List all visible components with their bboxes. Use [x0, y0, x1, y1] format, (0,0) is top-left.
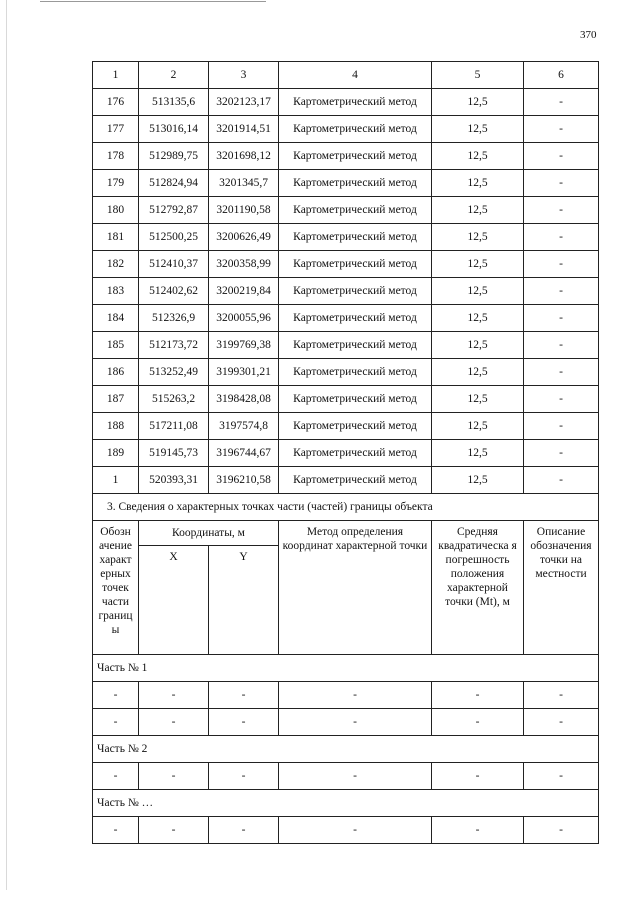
- description: -: [524, 413, 599, 440]
- y-coordinate: 3198428,08: [209, 386, 279, 413]
- y-coordinate: 3200358,99: [209, 251, 279, 278]
- part-row: [93, 709, 599, 736]
- column-number: 6: [524, 62, 599, 89]
- y-coordinate: 3200626,49: [209, 224, 279, 251]
- part-title: Часть № …: [93, 790, 599, 817]
- method: Картометрический метод: [279, 197, 432, 224]
- table-row: [93, 143, 599, 170]
- part-row: [93, 817, 599, 844]
- method: Картометрический метод: [279, 143, 432, 170]
- point-number: 177: [93, 116, 139, 143]
- part-title-row: [93, 790, 599, 817]
- table-row: [93, 116, 599, 143]
- description: -: [524, 305, 599, 332]
- x-coordinate: 513135,6: [139, 89, 209, 116]
- table-row: [93, 278, 599, 305]
- method: Картометрический метод: [279, 305, 432, 332]
- part-cell: -: [432, 817, 524, 844]
- description: -: [524, 170, 599, 197]
- x-coordinate: 512402,62: [139, 278, 209, 305]
- method: Картометрический метод: [279, 332, 432, 359]
- part-row: [93, 763, 599, 790]
- x-coordinate: 512824,94: [139, 170, 209, 197]
- top-edge-line: [40, 1, 266, 2]
- header-row: [93, 521, 599, 546]
- point-number: 184: [93, 305, 139, 332]
- y-coordinate: 3200055,96: [209, 305, 279, 332]
- x-coordinate: 517211,08: [139, 413, 209, 440]
- description: -: [524, 440, 599, 467]
- accuracy: 12,5: [432, 413, 524, 440]
- part-cell: -: [93, 709, 139, 736]
- table-row: [93, 413, 599, 440]
- accuracy: 12,5: [432, 359, 524, 386]
- column-number: 4: [279, 62, 432, 89]
- method: Картометрический метод: [279, 413, 432, 440]
- column-number: 2: [139, 62, 209, 89]
- part-cell: -: [524, 709, 599, 736]
- boundary-points-table: [92, 61, 599, 844]
- y-coordinate: 3201345,7: [209, 170, 279, 197]
- table-row: [93, 224, 599, 251]
- description: -: [524, 467, 599, 494]
- table-row: [93, 251, 599, 278]
- part-cell: -: [279, 763, 432, 790]
- x-coordinate: 512792,87: [139, 197, 209, 224]
- point-number: 1: [93, 467, 139, 494]
- part-cell: -: [93, 763, 139, 790]
- description: -: [524, 224, 599, 251]
- accuracy: 12,5: [432, 143, 524, 170]
- method: Картометрический метод: [279, 224, 432, 251]
- point-number: 186: [93, 359, 139, 386]
- description: -: [524, 386, 599, 413]
- part-cell: -: [432, 682, 524, 709]
- x-coordinate: 512989,75: [139, 143, 209, 170]
- x-coordinate: 519145,73: [139, 440, 209, 467]
- x-coordinate: 512410,37: [139, 251, 209, 278]
- accuracy: 12,5: [432, 305, 524, 332]
- table-row: [93, 305, 599, 332]
- y-coordinate: 3197574,8: [209, 413, 279, 440]
- method: Картометрический метод: [279, 359, 432, 386]
- part-title-row: [93, 736, 599, 763]
- part-cell: -: [279, 817, 432, 844]
- part-title: Часть № 2: [93, 736, 599, 763]
- method: Картометрический метод: [279, 386, 432, 413]
- point-number: 176: [93, 89, 139, 116]
- part-cell: -: [139, 682, 209, 709]
- method: Картометрический метод: [279, 170, 432, 197]
- accuracy: 12,5: [432, 197, 524, 224]
- column-number-row: [93, 62, 599, 89]
- description: -: [524, 251, 599, 278]
- y-coordinate: 3196210,58: [209, 467, 279, 494]
- y-coordinate: 3196744,67: [209, 440, 279, 467]
- header-x: X: [139, 546, 209, 655]
- header-designation: Обозн ачение характ ерных точек части границ ы: [93, 521, 139, 655]
- accuracy: 12,5: [432, 386, 524, 413]
- part-cell: -: [139, 763, 209, 790]
- part-cell: -: [93, 682, 139, 709]
- description: -: [524, 143, 599, 170]
- header-coordinates: Координаты, м: [139, 521, 279, 546]
- point-number: 182: [93, 251, 139, 278]
- accuracy: 12,5: [432, 467, 524, 494]
- point-number: 180: [93, 197, 139, 224]
- point-number: 181: [93, 224, 139, 251]
- section-title: 3. Сведения о характерных точках части (частей) границы объекта: [93, 494, 599, 521]
- table-row: [93, 197, 599, 224]
- accuracy: 12,5: [432, 278, 524, 305]
- method: Картометрический метод: [279, 116, 432, 143]
- header-method: Метод определения координат характерной точки: [279, 521, 432, 655]
- y-coordinate: 3199301,21: [209, 359, 279, 386]
- column-number: 3: [209, 62, 279, 89]
- header-description: Описание обозначения точки на местности: [524, 521, 599, 655]
- y-coordinate: 3201914,51: [209, 116, 279, 143]
- accuracy: 12,5: [432, 440, 524, 467]
- y-coordinate: 3199769,38: [209, 332, 279, 359]
- part-cell: -: [139, 817, 209, 844]
- table-row: [93, 89, 599, 116]
- part-cell: -: [209, 763, 279, 790]
- x-coordinate: 512500,25: [139, 224, 209, 251]
- section-title-row: [93, 494, 599, 521]
- accuracy: 12,5: [432, 224, 524, 251]
- y-coordinate: 3201698,12: [209, 143, 279, 170]
- page-number: 370: [580, 29, 597, 41]
- method: Картометрический метод: [279, 89, 432, 116]
- x-coordinate: 513252,49: [139, 359, 209, 386]
- part-cell: -: [279, 709, 432, 736]
- part-cell: -: [524, 682, 599, 709]
- point-number: 183: [93, 278, 139, 305]
- table-row: [93, 467, 599, 494]
- part-cell: -: [209, 682, 279, 709]
- method: Картометрический метод: [279, 251, 432, 278]
- accuracy: 12,5: [432, 170, 524, 197]
- x-coordinate: 515263,2: [139, 386, 209, 413]
- table-row: [93, 332, 599, 359]
- accuracy: 12,5: [432, 116, 524, 143]
- description: -: [524, 89, 599, 116]
- point-number: 189: [93, 440, 139, 467]
- left-edge-line: [6, 0, 7, 890]
- header-accuracy: Средняя квадратическа я погрешность положения характерной точки (Mt), м: [432, 521, 524, 655]
- table-row: [93, 359, 599, 386]
- x-coordinate: 520393,31: [139, 467, 209, 494]
- y-coordinate: 3202123,17: [209, 89, 279, 116]
- point-number: 188: [93, 413, 139, 440]
- accuracy: 12,5: [432, 332, 524, 359]
- column-number: 1: [93, 62, 139, 89]
- y-coordinate: 3201190,58: [209, 197, 279, 224]
- part-cell: -: [209, 817, 279, 844]
- part-cell: -: [432, 763, 524, 790]
- table-row: [93, 440, 599, 467]
- part-cell: -: [524, 763, 599, 790]
- table-row: [93, 386, 599, 413]
- x-coordinate: 512173,72: [139, 332, 209, 359]
- column-number: 5: [432, 62, 524, 89]
- part-title: Часть № 1: [93, 655, 599, 682]
- part-row: [93, 682, 599, 709]
- part-title-row: [93, 655, 599, 682]
- description: -: [524, 332, 599, 359]
- method: Картометрический метод: [279, 278, 432, 305]
- point-number: 179: [93, 170, 139, 197]
- part-cell: -: [432, 709, 524, 736]
- header-y: Y: [209, 546, 279, 655]
- point-number: 178: [93, 143, 139, 170]
- accuracy: 12,5: [432, 89, 524, 116]
- part-cell: -: [279, 682, 432, 709]
- description: -: [524, 278, 599, 305]
- part-cell: -: [93, 817, 139, 844]
- x-coordinate: 512326,9: [139, 305, 209, 332]
- method: Картометрический метод: [279, 440, 432, 467]
- part-cell: -: [524, 817, 599, 844]
- accuracy: 12,5: [432, 251, 524, 278]
- description: -: [524, 116, 599, 143]
- part-cell: -: [209, 709, 279, 736]
- description: -: [524, 359, 599, 386]
- part-cell: -: [139, 709, 209, 736]
- table-row: [93, 170, 599, 197]
- x-coordinate: 513016,14: [139, 116, 209, 143]
- point-number: 187: [93, 386, 139, 413]
- y-coordinate: 3200219,84: [209, 278, 279, 305]
- point-number: 185: [93, 332, 139, 359]
- method: Картометрический метод: [279, 467, 432, 494]
- description: -: [524, 197, 599, 224]
